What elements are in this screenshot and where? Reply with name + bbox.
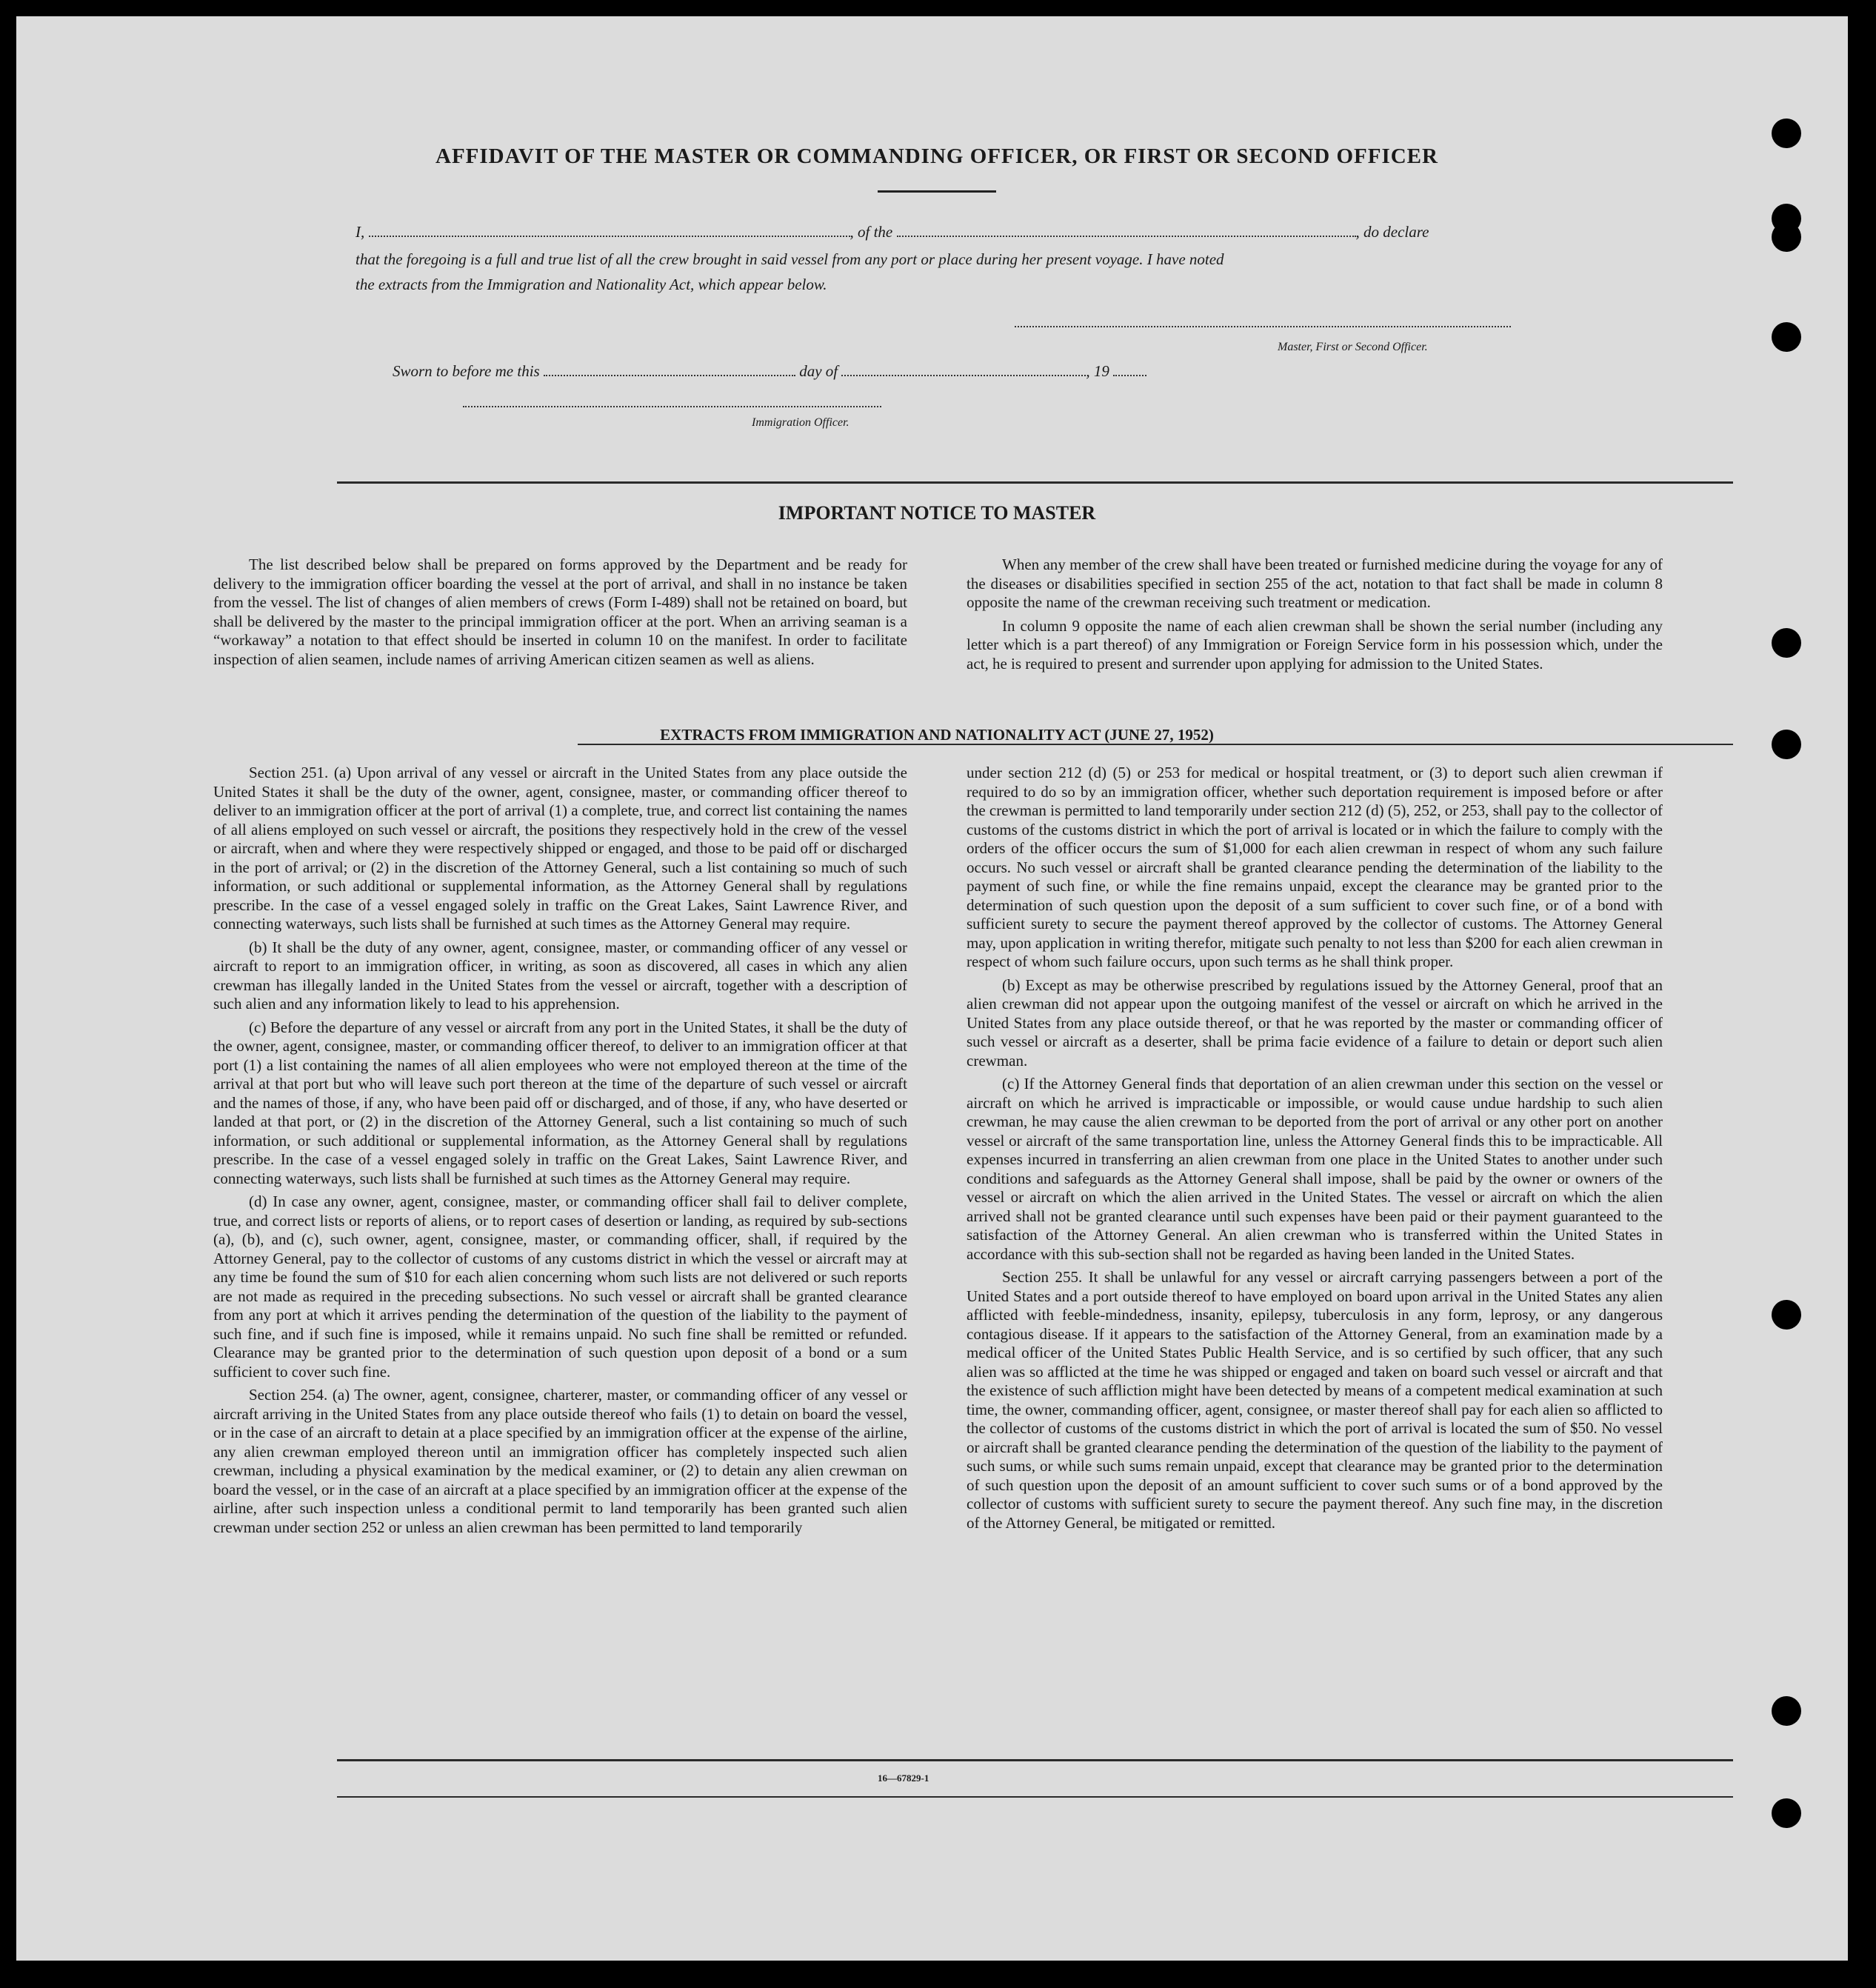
notice-heading: IMPORTANT NOTICE TO MASTER	[778, 502, 1096, 524]
bottom-divider	[337, 1759, 1733, 1761]
sworn-text: Sworn to before me this	[393, 362, 540, 380]
extracts-right-column	[967, 764, 1663, 1537]
section-254-a-continued: under section 212 (d) (5) or 253 for medical or hospital treatment, or (3) to deport such alien crewman if required to do so by an immigration officer, whether such deportation requirement is imposed before or after the crewman is permitted to land temporarily under section 212 (d) (5), 252, or 253, shall pay to the collector of customs of the customs district in which the port of arrival is located or in which the failure to comply with the orders of the officer occurs the sum of $1,000 for each alien crewman in respect of whom any such failure occurs. No such vessel or aircraft shall be granted clearance pending the determination of the liability to the payment of such fine, or while the fine remains unpaid, except the clearance may be granted prior to the determination of such question upon the deposit of a sum sufficient to cover such fine, or of a bond with sufficient surety to secure the payment thereof approved by the collector of customs. The Attorney General may, upon application in writing therefor, mitigate such penalty to not less than $200 for each alien crewman in respect of whom such failure occurs, upon such terms as he shall think proper.	[967, 764, 1663, 970]
footer-divider	[337, 1796, 1733, 1798]
notice-right-column	[967, 556, 1663, 678]
notice-left-paragraph: The list described below shall be prepared on forms approved by the Department and be ready for delivery to the immigration officer boarding the vessel at the port of arrival, and shall in no instance be taken from the vessel. The list of changes of alien members of crews (Form I-489) shall not be retained on board, but shall be delivered by the master to the principal immigration officer at the port. When an arriving seaman is a “workaway” a notation to that effect should be inserted in column 10 on the manifest. In order to facilitate inspection of alien seamen, include names of arriving American citizen seamen as well as aliens.	[213, 556, 907, 668]
extracts-left-column	[213, 764, 907, 1541]
declaration-declare: , do declare	[1355, 223, 1429, 241]
form-code: 16—67829-1	[878, 1772, 929, 1784]
section-251-b: (b) It shall be the duty of any owner, agent, consignee, master, or commanding officer of any vessel or aircraft to report to an immigration officer, in writing, as soon as discovered, all cases in which any alien crewman has illegally landed in the United States from the vessel or aircraft, together with a description of such alien and any information likely to lead to his apprehension.	[213, 938, 907, 1013]
binder-hole	[1772, 222, 1801, 252]
section-254-c: (c) If the Attorney General finds that deportation of an alien crewman under this section on the vessel or aircraft on which he arrived is impracticable or impossible, or would cause undue hardship to such alien crewman, he may cause the alien crewman to be deported from the port of arrival or any other port on another vessel or aircraft of the same transportation line, unless the Attorney General finds this to be impracticable. All expenses incurred in transferring an alien crewman from one place in the United States to another under such conditions and safeguards as the Attorney General shall impose, shall be paid by the owner or owners of the vessel or aircraft on which the alien arrived in the United States. The vessel or aircraft on which the alien arrived shall not be granted clearance until such expenses have been paid or their payment guaranteed to the satisfaction of the Attorney General. An alien crewman who is transferred within the United States in accordance with this sub-section shall not be regarded as having been landed in the United States.	[967, 1075, 1663, 1263]
declaration-line-2: that the foregoing is a full and true list of all the crew brought in said vessel from any port or place during her present voyage. I have noted	[355, 250, 1224, 268]
section-divider	[337, 481, 1733, 484]
immigration-officer-signature-field[interactable]	[463, 406, 881, 407]
section-251-a: Section 251. (a) Upon arrival of any vessel or aircraft in the United States from any place outside the United States it shall be the duty of the owner, agent, consignee, master, or commanding officer thereof to deliver to an immigration officer at the port of arrival (1) a complete, true, and correct list containing the names of all aliens employed on such vessel or aircraft, the positions they respectively hold in the crew of the vessel or aircraft, when and where they were respectively shipped or engaged, and those to be paid off or discharged in the port of arrival; or (2) in the discretion of the Attorney General, such a list containing so much of such information, or such additional or supplemental information, as the Attorney General shall by regulations prescribe. In the case of a vessel engaged solely in traffic on the Great Lakes, Saint Lawrence River, and connecting waterways, such lists shall be furnished at such times as the Attorney General may require.	[213, 764, 907, 933]
sworn-month-field[interactable]	[841, 361, 1086, 376]
declaration-of-the: , of the	[849, 223, 893, 241]
binder-hole	[1772, 1300, 1801, 1330]
notice-right-paragraph-2: In column 9 opposite the name of each alien crewman shall be shown the serial number (including any letter which is a part thereof) of any Immigration or Foreign Service form in his possession which, under the act, he is required to present and surrender upon applying for admission to the United States.	[967, 616, 1663, 673]
notice-right-paragraph-1: When any member of the crew shall have been treated or furnished medicine during the voyage for any of the diseases or disabilities specified in section 255 of the act, notation to that fact shall be made in column 8 opposite the name of the crewman receiving such treatment or medication.	[967, 556, 1663, 611]
section-254-b: (b) Except as may be otherwise prescribed by regulations issued by the Attorney General, proof that an alien crewman did not appear upon the outgoing manifest of the vessel or aircraft on which he arrived in the United States from any place outside thereof, or that he was reported by the master or commanding officer of such vessel or aircraft as a deserter, shall be prima facie evidence of a failure to detain or deport such alien crewman.	[967, 975, 1663, 1070]
section-251-c: (c) Before the departure of any vessel or aircraft from any port in the United States, it shall be the duty of the owner, agent, consignee, master, or commanding officer thereof, to deliver to an immigration officer at that port (1) a list containing the names of all alien employees who were not employed thereon at the time of the arrival at that port but who will leave such port thereon at the time of the departure of such vessel or aircraft and the names of those, if any, who have been paid off or discharged, and of those, if any, who have deserted or landed at that port, or (2) in the discretion of the Attorney General, such a list containing so much of such information, or such additional or supplemental information, as the Attorney General shall by regulations prescribe. In the case of a vessel engaged solely in traffic on the Great Lakes, Saint Lawrence River, and connecting waterways, such lists shall be furnished at such times as the Attorney General may require.	[213, 1018, 907, 1187]
year-label: , 19	[1086, 362, 1109, 380]
binder-hole	[1772, 1696, 1801, 1726]
vessel-field[interactable]	[897, 222, 1356, 237]
extracts-heading: EXTRACTS FROM IMMIGRATION AND NATIONALITY ACT (JUNE 27, 1952)	[660, 726, 1214, 744]
immigration-officer-label: Immigration Officer.	[752, 416, 849, 429]
name-field[interactable]	[369, 222, 850, 237]
declaration-line-1	[355, 219, 1511, 244]
sworn-year-field[interactable]	[1113, 361, 1146, 376]
notice-left-column	[213, 556, 907, 673]
section-255: Section 255. It shall be unlawful for any vessel or aircraft carrying passengers between a port of the United States and a port outside thereof to have employed on board upon arrival in the United States any alien afflicted with feeble-mindedness, insanity, epilepsy, tuberculosis in any form, leprosy, or any dangerous contagious disease. If it appears to the satisfaction of the Attorney General, from an examination made by a medical officer of the United States Public Health Service, and is so certified by such officer, that any such alien was so afflicted at the time he was shipped or engaged and taken on board such vessel or aircraft and that the existence of such affliction might have been detected by means of a competent medical examination at such time, the owner, commanding officer, agent, consignee, or master thereof shall pay for each alien so afflicted to the collector of customs of the customs district in which the port of arrival is located the sum of $50. No vessel or aircraft shall be granted clearance pending the determination of the question of the liability to the payment of such sums, or while such sums remain unpaid, except that clearance may be granted prior to the determination of such question upon the deposit of an amount sufficient to cover such sums or of a bond approved by the collector of customs with sufficient surety to secure the payment thereof. Any such fine may, in the discretion of the Attorney General, be mitigated or remitted.	[967, 1268, 1663, 1532]
binder-hole	[1772, 119, 1801, 148]
binder-hole	[1772, 1798, 1801, 1828]
title-underline	[878, 190, 996, 193]
declaration-line-3: the extracts from the Immigration and Nationality Act, which appear below.	[355, 276, 827, 293]
binder-hole	[1772, 730, 1801, 759]
sworn-line	[393, 361, 1146, 381]
affidavit-title: AFFIDAVIT OF THE MASTER OR COMMANDING OFFICER, OR FIRST OR SECOND OFFICER	[435, 144, 1438, 168]
extracts-divider	[578, 744, 1733, 745]
declaration-i: I,	[355, 223, 365, 241]
section-251-d: (d) In case any owner, agent, consignee, master, or commanding officer shall fail to deliver complete, true, and correct lists or reports of aliens, or to report cases of desertion or landing, as required by sub-sections (a), (b), and (c), such owner, agent, consignee, master, or commanding officer, shall, if required by the Attorney General, pay to the collector of customs of any customs district in which the vessel or aircraft may at any time be found the sum of $10 for each alien concerning whom such lists are not delivered or such reports are not made as required in the preceding subsections. No such vessel or aircraft shall be granted clearance from any port at which it arrives pending the determination of the question of the liability to the payment of such fine, and if such fine is imposed, while it remains unpaid. No such fine shall be remitted or refunded. Clearance may be granted prior to the determination of such question upon deposit of a bond or a sum sufficient to cover such fine.	[213, 1193, 907, 1381]
binder-hole	[1772, 322, 1801, 352]
section-254-a: Section 254. (a) The owner, agent, consignee, charterer, master, or commanding officer of any vessel or aircraft arriving in the United States from any place outside thereof who fails (1) to detain on board the vessel, or in the case of an aircraft to detain at a place specified by an immigration officer at the expense of the airline, any alien crewman employed thereon until an immigration officer has completely inspected such alien crewman, including a physical examination by the medical examiner, or (2) to detain any alien crewman on board the vessel, or in the case of an aircraft at a place specified by an immigration officer at the expense of the airline, after such inspection unless a conditional permit to land temporarily has been granted such alien crewman under section 252 or unless an alien crewman has been permitted to land temporarily	[213, 1386, 907, 1536]
day-of-label: day of	[799, 362, 838, 380]
master-signature-label: Master, First or Second Officer.	[1278, 341, 1428, 353]
sworn-day-field[interactable]	[544, 361, 795, 376]
binder-hole	[1772, 628, 1801, 658]
master-signature-field[interactable]	[1015, 326, 1511, 327]
